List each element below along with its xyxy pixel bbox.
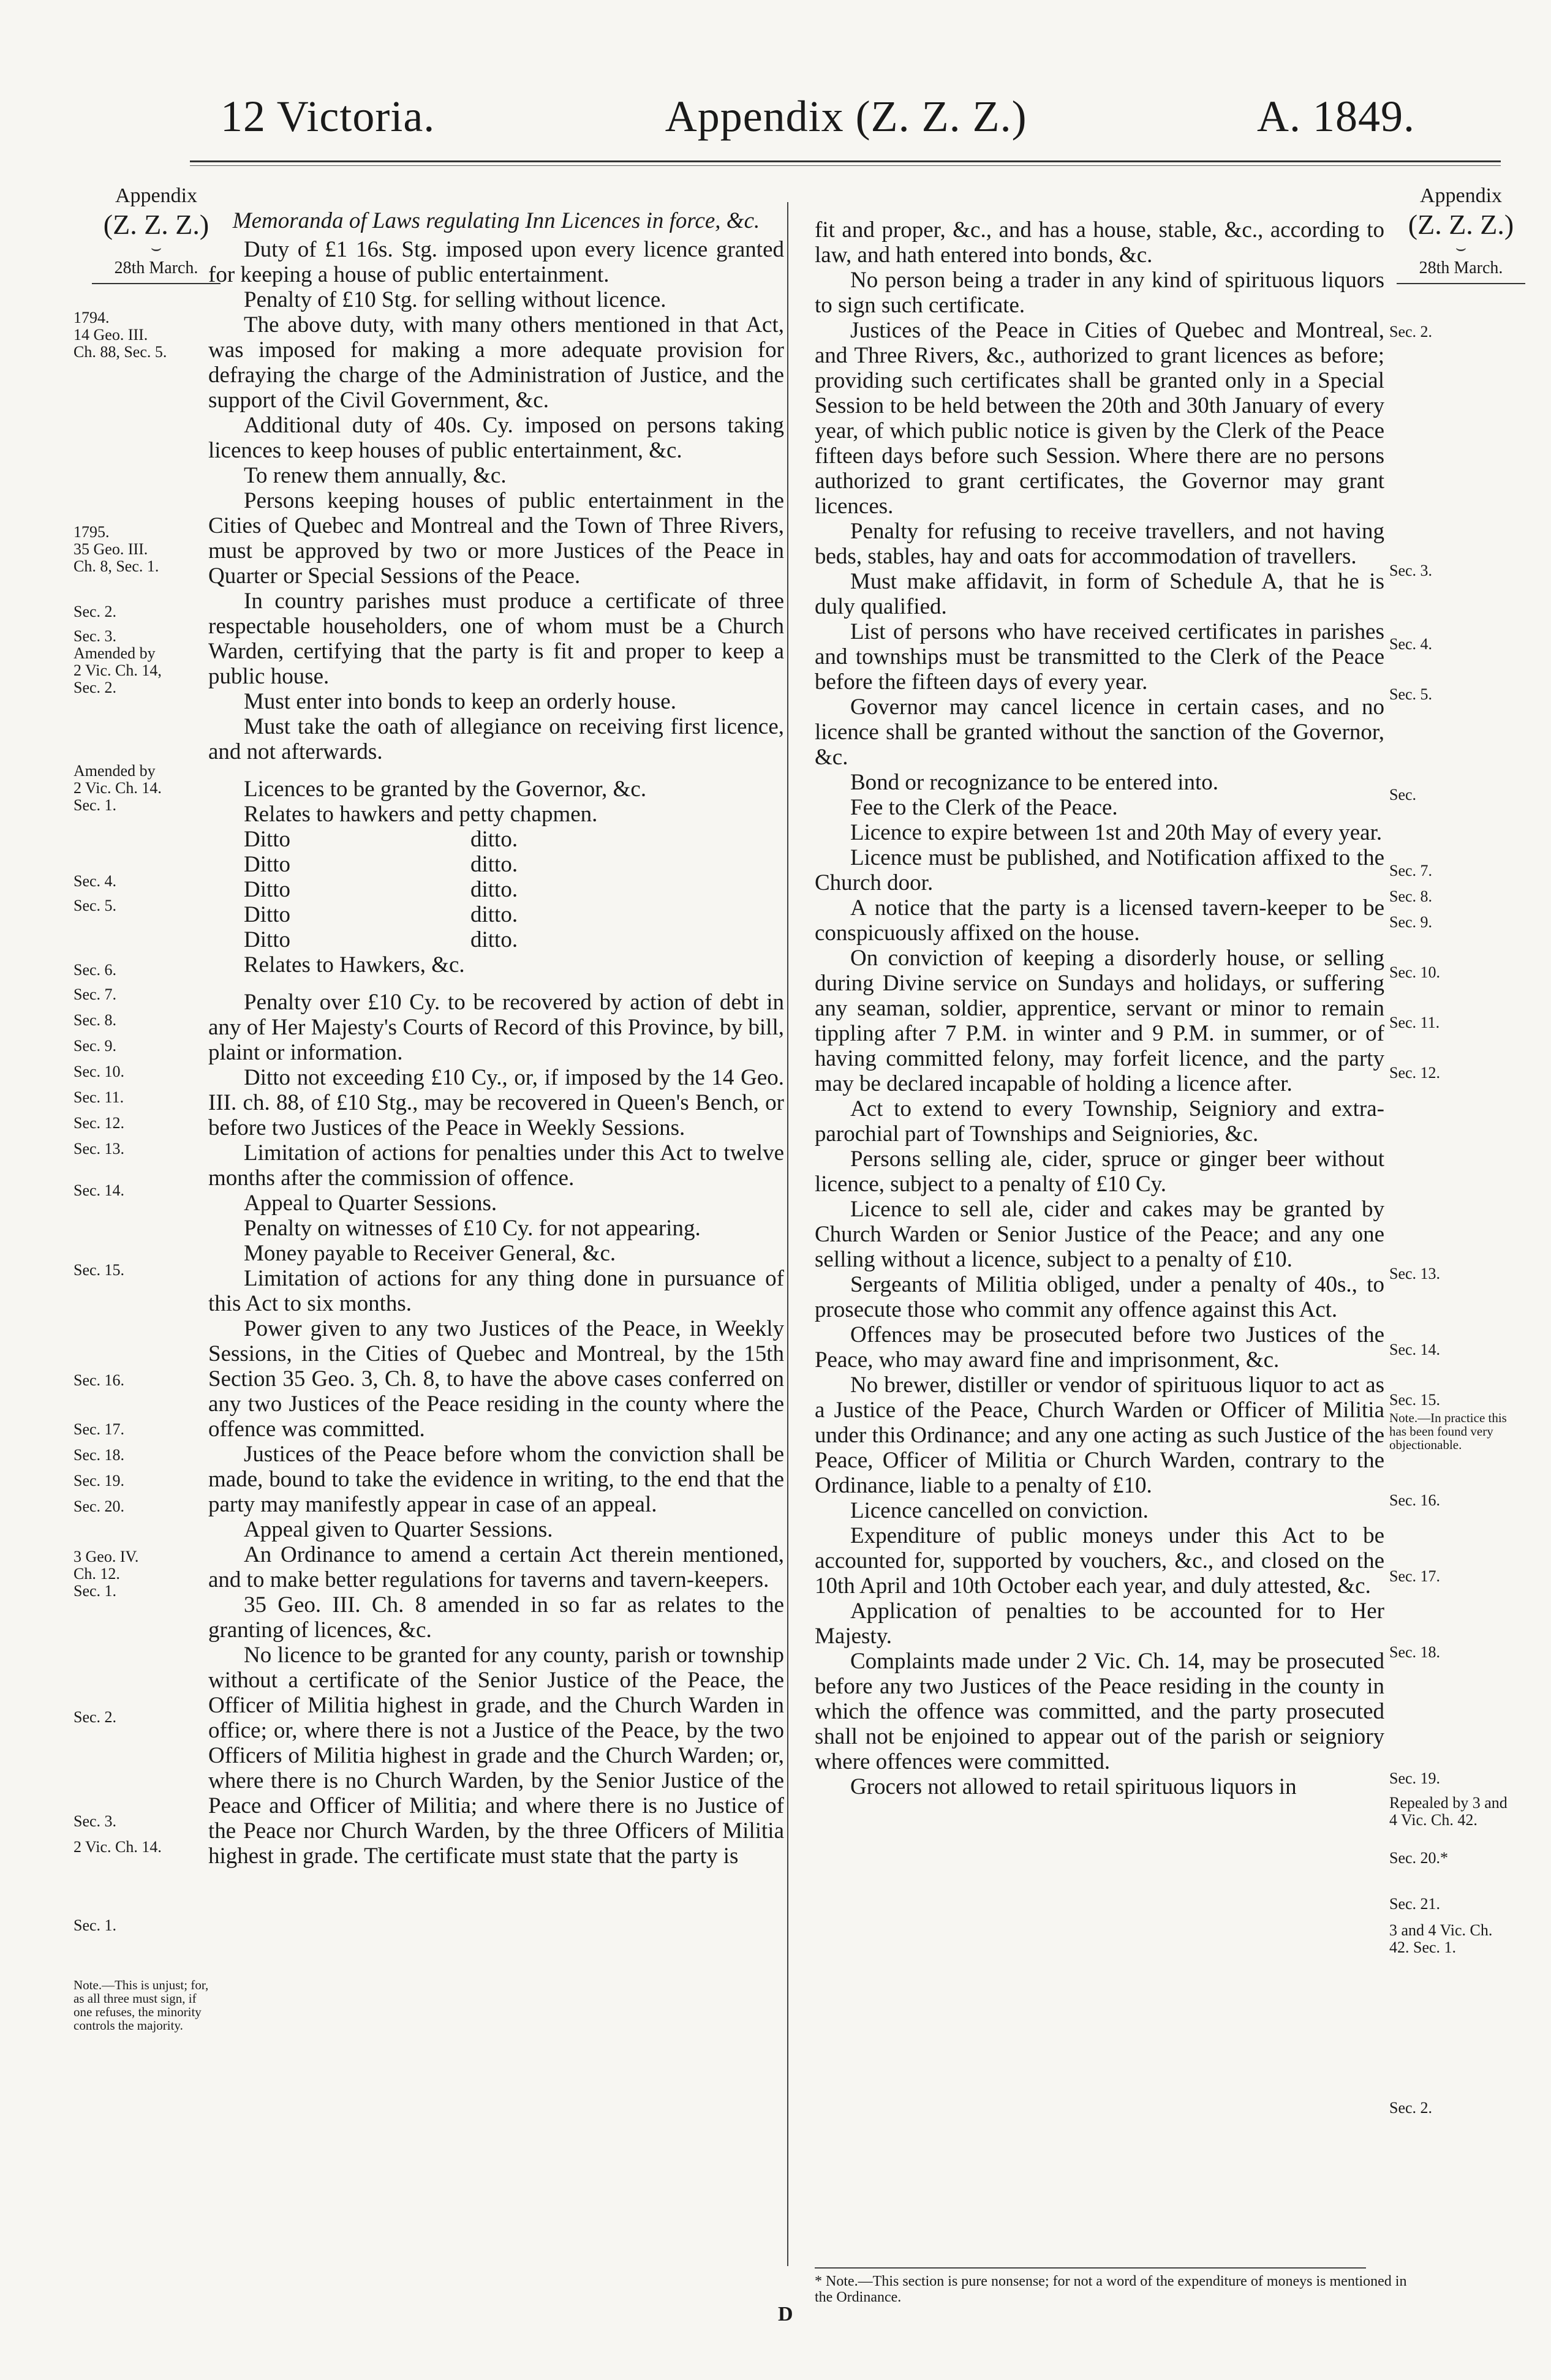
margin-note: Sec. 6. [74, 961, 117, 979]
paragraph: Licence to sell ale, cider and cakes may be granted by Church Warden or Senior Justice of the Peace; and any one selling without a licence, subject to a penalty of £10. [815, 1197, 1384, 1272]
paragraph: On conviction of keeping a disorderly house, or selling during Divine service on Sundays and holidays, or suffering any seaman, soldier, apprentice, servant or minor to remain tippling after 7 P.M. in winter and 9 P.M. in summer, or of having committed felony, may forfeit licence, and the party may be declared incapable of holding a licence after. [815, 946, 1384, 1096]
paragraph: Sergeants of Militia obliged, under a penalty of 40s., to prosecute those who commit any offence against this Act. [815, 1272, 1384, 1322]
paragraph: Limitation of actions for any thing done in pursuance of this Act to six months. [208, 1266, 784, 1316]
appendix-word: Appendix [115, 184, 198, 207]
running-header [221, 92, 1415, 141]
paragraph: Must enter into bonds to keep an orderly house. [244, 689, 676, 714]
paragraph: Fee to the Clerk of the Peace. [850, 795, 1118, 820]
paragraph: 35 Geo. III. Ch. 8 amended in so far as relates to the granting of licences, &c. [208, 1592, 784, 1643]
ditto-row: Ditto ditto. [244, 827, 518, 852]
paragraph: Licence to expire between 1st and 20th May of every year. [850, 820, 1383, 845]
margin-note: Sec. 3. Amended by 2 Vic. Ch. 14, Sec. 2. [74, 627, 162, 696]
paragraph: Persons selling ale, cider, spruce or ginger beer without licence, subject to a penalty of £10 Cy. [815, 1147, 1384, 1197]
appendix-label-left [92, 184, 221, 284]
margin-note: Sec. 12. [1389, 1064, 1441, 1082]
paragraph: Penalty on witnesses of £10 Cy. for not appearing. [244, 1216, 701, 1241]
paragraph: To renew them annually, &c. [244, 463, 507, 488]
paragraph: Appeal given to Quarter Sessions. [244, 1517, 553, 1542]
appendix-code: (Z. Z. Z.) [103, 209, 209, 240]
paragraph: Persons keeping houses of public entertainment in the Cities of Quebec and Montreal and the Town of Three Rivers, must be approved by two or more Justices of the Peace in Quarter or Special Sessions of the Peace. [208, 488, 784, 589]
margin-note: Sec. [1389, 786, 1417, 804]
ditto-row: Ditto ditto. [244, 852, 518, 877]
paragraph: fit and proper, &c., and has a house, stable, &c., according to law, and hath entered into bonds, &c. [815, 217, 1384, 268]
margin-note: Sec. 2. [74, 1708, 117, 1726]
paragraph: Power given to any two Justices of the Peace, in Weekly Sessions, in the Cities of Quebec and Montreal, by the 15th Section 35 Geo. 3, Ch. 8, to have the above cases conferred on any two Justices of the Peace residing in the county where the offence was committed. [208, 1316, 784, 1442]
appendix-date: 28th March. [92, 256, 221, 284]
paragraph: Bond or recognizance to be entered into. [850, 770, 1219, 795]
margin-note: Repealed by 3 and 4 Vic. Ch. 42. [1389, 1794, 1508, 1829]
margin-note: 1794. 14 Geo. III. Ch. 88, Sec. 5. [74, 309, 167, 361]
paragraph: An Ordinance to amend a certain Act therein mentioned, and to make better regulations for taverns and tavern-keepers. [208, 1542, 784, 1592]
paragraph: Licence cancelled on conviction. [850, 1498, 1149, 1523]
footnote: * Note.—This section is pure nonsense; for not a word of the expenditure of moneys is mentioned in the Ordinance. [815, 2273, 1407, 2305]
margin-note: Sec. 2. [1389, 323, 1433, 341]
margin-note: 1795. 35 Geo. III. Ch. 8, Sec. 1. [74, 523, 159, 575]
paragraph: Penalty over £10 Cy. to be recovered by action of debt in any of Her Majesty's Courts of Record of this Province, by bill, plaint or information. [208, 990, 784, 1065]
right-column [815, 217, 1384, 1799]
margin-note: Sec. 18. [74, 1446, 125, 1464]
paragraph: Must make affidavit, in form of Schedule A, that he is duly qualified. [815, 569, 1384, 619]
footnote-rule [815, 2267, 1366, 2269]
margin-note: Sec. 14. [1389, 1341, 1441, 1358]
margin-note: Sec. 17. [1389, 1567, 1441, 1585]
margin-note: Sec. 3. [1389, 562, 1433, 579]
header-rule [190, 160, 1501, 162]
header-rule-thin [190, 165, 1501, 166]
paragraph: Licence must be published, and Notification affixed to the Church door. [815, 845, 1384, 895]
column-divider [787, 202, 788, 2266]
margin-note: Sec. 15. [1389, 1391, 1441, 1409]
margin-note: Sec. 3. [74, 1812, 117, 1830]
margin-note: Sec. 16. [1389, 1491, 1441, 1509]
paragraph: No licence to be granted for any county, parish or township without a certificate of the Senior Justice of the Peace, the Officer of Militia highest in grade, and the Church Warden in office; or, where there is not a Justice of the Peace, by the two Officers of Militia highest in grade and the Church Warden; or, where there is no Church Warden, by the Senior Justice of the Peace and Officer of Militia; and where there is no Justice of the Peace nor Church Warden, by the three Officers of Militia highest in grade. The certificate must state that the party is [208, 1643, 784, 1869]
memoranda-heading: Memoranda of Laws regulating Inn Licences in force, &c. [232, 208, 760, 233]
left-column [208, 208, 784, 1869]
paragraph: Offences may be prosecuted before two Justices of the Peace, who may award fine and imprisonment, &c. [815, 1322, 1384, 1373]
paragraph: Limitation of actions for penalties under this Act to twelve months after the commission of offence. [208, 1140, 784, 1191]
margin-note-remark: Note.—In practice this has been found very objectionable. [1389, 1410, 1507, 1452]
paragraph: Must take the oath of allegiance on receiving first licence, and not afterwards. [208, 714, 784, 764]
margin-note: Sec. 2. [1389, 2099, 1433, 2117]
paragraph: The above duty, with many others mentioned in that Act, was imposed for making a more adequate provision for defraying the charge of the Administration of Justice, and the support of the Civil Government, &c. [208, 312, 784, 413]
header-appendix: Appendix (Z. Z. Z.) [665, 91, 1027, 141]
appendix-label-right [1397, 184, 1525, 284]
margin-note: Sec. 4. [74, 872, 117, 890]
ditto-row: Ditto ditto. [244, 877, 518, 902]
margin-note: 2 Vic. Ch. 14. [74, 1838, 162, 1856]
margin-note: Sec. 19. [74, 1472, 125, 1489]
paragraph: Penalty of £10 Stg. for selling without licence. [244, 287, 666, 312]
margin-note: Sec. 5. [74, 897, 117, 914]
ditto-row: Ditto ditto. [244, 902, 518, 927]
header-session: 12 Victoria. [221, 91, 436, 141]
header-year: A. 1849. [1256, 91, 1415, 141]
margin-note: Sec. 13. [1389, 1265, 1441, 1282]
appendix-date: 28th March. [1397, 256, 1525, 284]
signature-mark: D [778, 2303, 793, 2325]
margin-note: Sec. 11. [1389, 1014, 1440, 1031]
paragraph: Appeal to Quarter Sessions. [244, 1191, 497, 1216]
margin-note: Sec. 9. [1389, 913, 1433, 931]
margin-note: Sec. 17. [74, 1420, 125, 1438]
paragraph: No brewer, distiller or vendor of spirituous liquor to act as a Justice of the Peace, Church Warden or Officer of Militia under this Ordinance; and any one acting as such Justice of the Peace, Officer of Militia or Church Warden, contrary to the Ordinance, liable to a penalty of £10. [815, 1373, 1384, 1498]
margin-note: Sec. 5. [1389, 685, 1433, 703]
margin-note: Sec. 8. [74, 1011, 117, 1029]
margin-note: Sec. 12. [74, 1114, 125, 1132]
paragraph: No person being a trader in any kind of spirituous liquors to sign such certificate. [815, 268, 1384, 318]
margin-note: Sec. 7. [74, 985, 117, 1003]
paragraph: Duty of £1 16s. Stg. imposed upon every licence granted for keeping a house of public entertainment. [208, 237, 784, 287]
paragraph: Ditto not exceeding £10 Cy., or, if imposed by the 14 Geo. III. ch. 88, of £10 Stg., may be recovered in Queen's Bench, or before two Justices of the Peace in Weekly Sessions. [208, 1065, 784, 1140]
paragraph: Grocers not allowed to retail spirituous liquors in [850, 1774, 1297, 1799]
paragraph: Expenditure of public moneys under this Act to be accounted for, supported by vouchers, &c., and closed on the 10th April and 10th October each year, and duly attested, &c. [815, 1523, 1384, 1599]
paragraph: A notice that the party is a licensed tavern-keeper to be conspicuously affixed on the house. [815, 895, 1384, 946]
paragraph: List of persons who have received certificates in parishes and townships must be transmitted to the Clerk of the Peace before the fifteen days of every year. [815, 619, 1384, 695]
margin-note: Sec. 16. [74, 1371, 125, 1389]
margin-note: Sec. 20. [74, 1497, 125, 1515]
margin-note: Sec. 8. [1389, 887, 1433, 905]
paragraph: Penalty for refusing to receive travellers, and not having beds, stables, hay and oats for accommodation of travellers. [815, 519, 1384, 569]
margin-note: Sec. 18. [1389, 1643, 1441, 1661]
paragraph: Application of penalties to be accounted for to Her Majesty. [815, 1599, 1384, 1649]
appendix-code: (Z. Z. Z.) [1408, 209, 1514, 240]
margin-note: Sec. 10. [1389, 963, 1441, 981]
margin-note: Sec. 4. [1389, 635, 1433, 653]
paragraph: Licences to be granted by the Governor, &c. [244, 777, 647, 802]
margin-note: Sec. 9. [74, 1037, 117, 1055]
margin-note: Sec. 20.* [1389, 1849, 1449, 1867]
paragraph: Justices of the Peace in Cities of Quebec and Montreal, and Three Rivers, &c., authorized to grant licences as before; providing such certificates shall be granted only in a Special Session to be held between the 20th and 30th January of every year, of which public notice is given by the Clerk of the Peace fifteen days before such Session. Where there are no persons authorized to grant certificates, the Governor may grant licences. [815, 318, 1384, 519]
paragraph: Governor may cancel licence in certain cases, and no licence shall be granted without the sanction of the Governor, &c. [815, 695, 1384, 770]
margin-note: Sec. 10. [74, 1063, 125, 1080]
margin-note: Sec. 21. [1389, 1895, 1441, 1913]
margin-note: Sec. 7. [1389, 862, 1433, 879]
margin-note: Sec. 15. [74, 1261, 125, 1279]
margin-note: 3 and 4 Vic. Ch. 42. Sec. 1. [1389, 1921, 1493, 1956]
margin-note: Sec. 1. [74, 1916, 117, 1934]
margin-note: Amended by 2 Vic. Ch. 14. Sec. 1. [74, 762, 162, 814]
margin-note-remark: Note.—This is unjust; for, as all three must sign, if one refuses, the minority controls the majority. [74, 1978, 209, 2033]
paragraph: Complaints made under 2 Vic. Ch. 14, may be prosecuted before any two Justices of the Peace residing in the county in which the offence was committed, and the party prosecuted shall not be enjoined to appear out of the parish or seigniory where offences were committed. [815, 1649, 1384, 1774]
paragraph: In country parishes must produce a certificate of three respectable householders, one of whom must be a Church Warden, certifying that the party is fit and proper to keep a public house. [208, 589, 784, 689]
brace-mark: ⌣ [1455, 239, 1467, 258]
paragraph: Money payable to Receiver General, &c. [244, 1241, 616, 1266]
margin-note: Sec. 11. [74, 1088, 124, 1106]
margin-note: 3 Geo. IV. Ch. 12. Sec. 1. [74, 1548, 139, 1600]
paragraph: Act to extend to every Township, Seigniory and extra-parochial part of Townships and Seigniories, &c. [815, 1096, 1384, 1147]
appendix-word: Appendix [1419, 184, 1503, 207]
margin-note: Sec. 2. [74, 603, 117, 620]
paragraph: Relates to hawkers and petty chapmen. [244, 802, 598, 827]
paragraph: Additional duty of 40s. Cy. imposed on persons taking licences to keep houses of public entertainment, &c. [208, 413, 784, 463]
margin-note: Sec. 14. [74, 1181, 125, 1199]
margin-note: Sec. 19. [1389, 1769, 1441, 1787]
paragraph: Justices of the Peace before whom the conviction shall be made, bound to take the evidence in writing, to the end that the party may manifestly appear in case of an appeal. [208, 1442, 784, 1517]
brace-mark: ⌣ [150, 239, 162, 258]
margin-note: Sec. 13. [74, 1140, 125, 1158]
ditto-row: Ditto ditto. [244, 927, 518, 952]
paragraph: Relates to Hawkers, &c. [244, 952, 465, 977]
